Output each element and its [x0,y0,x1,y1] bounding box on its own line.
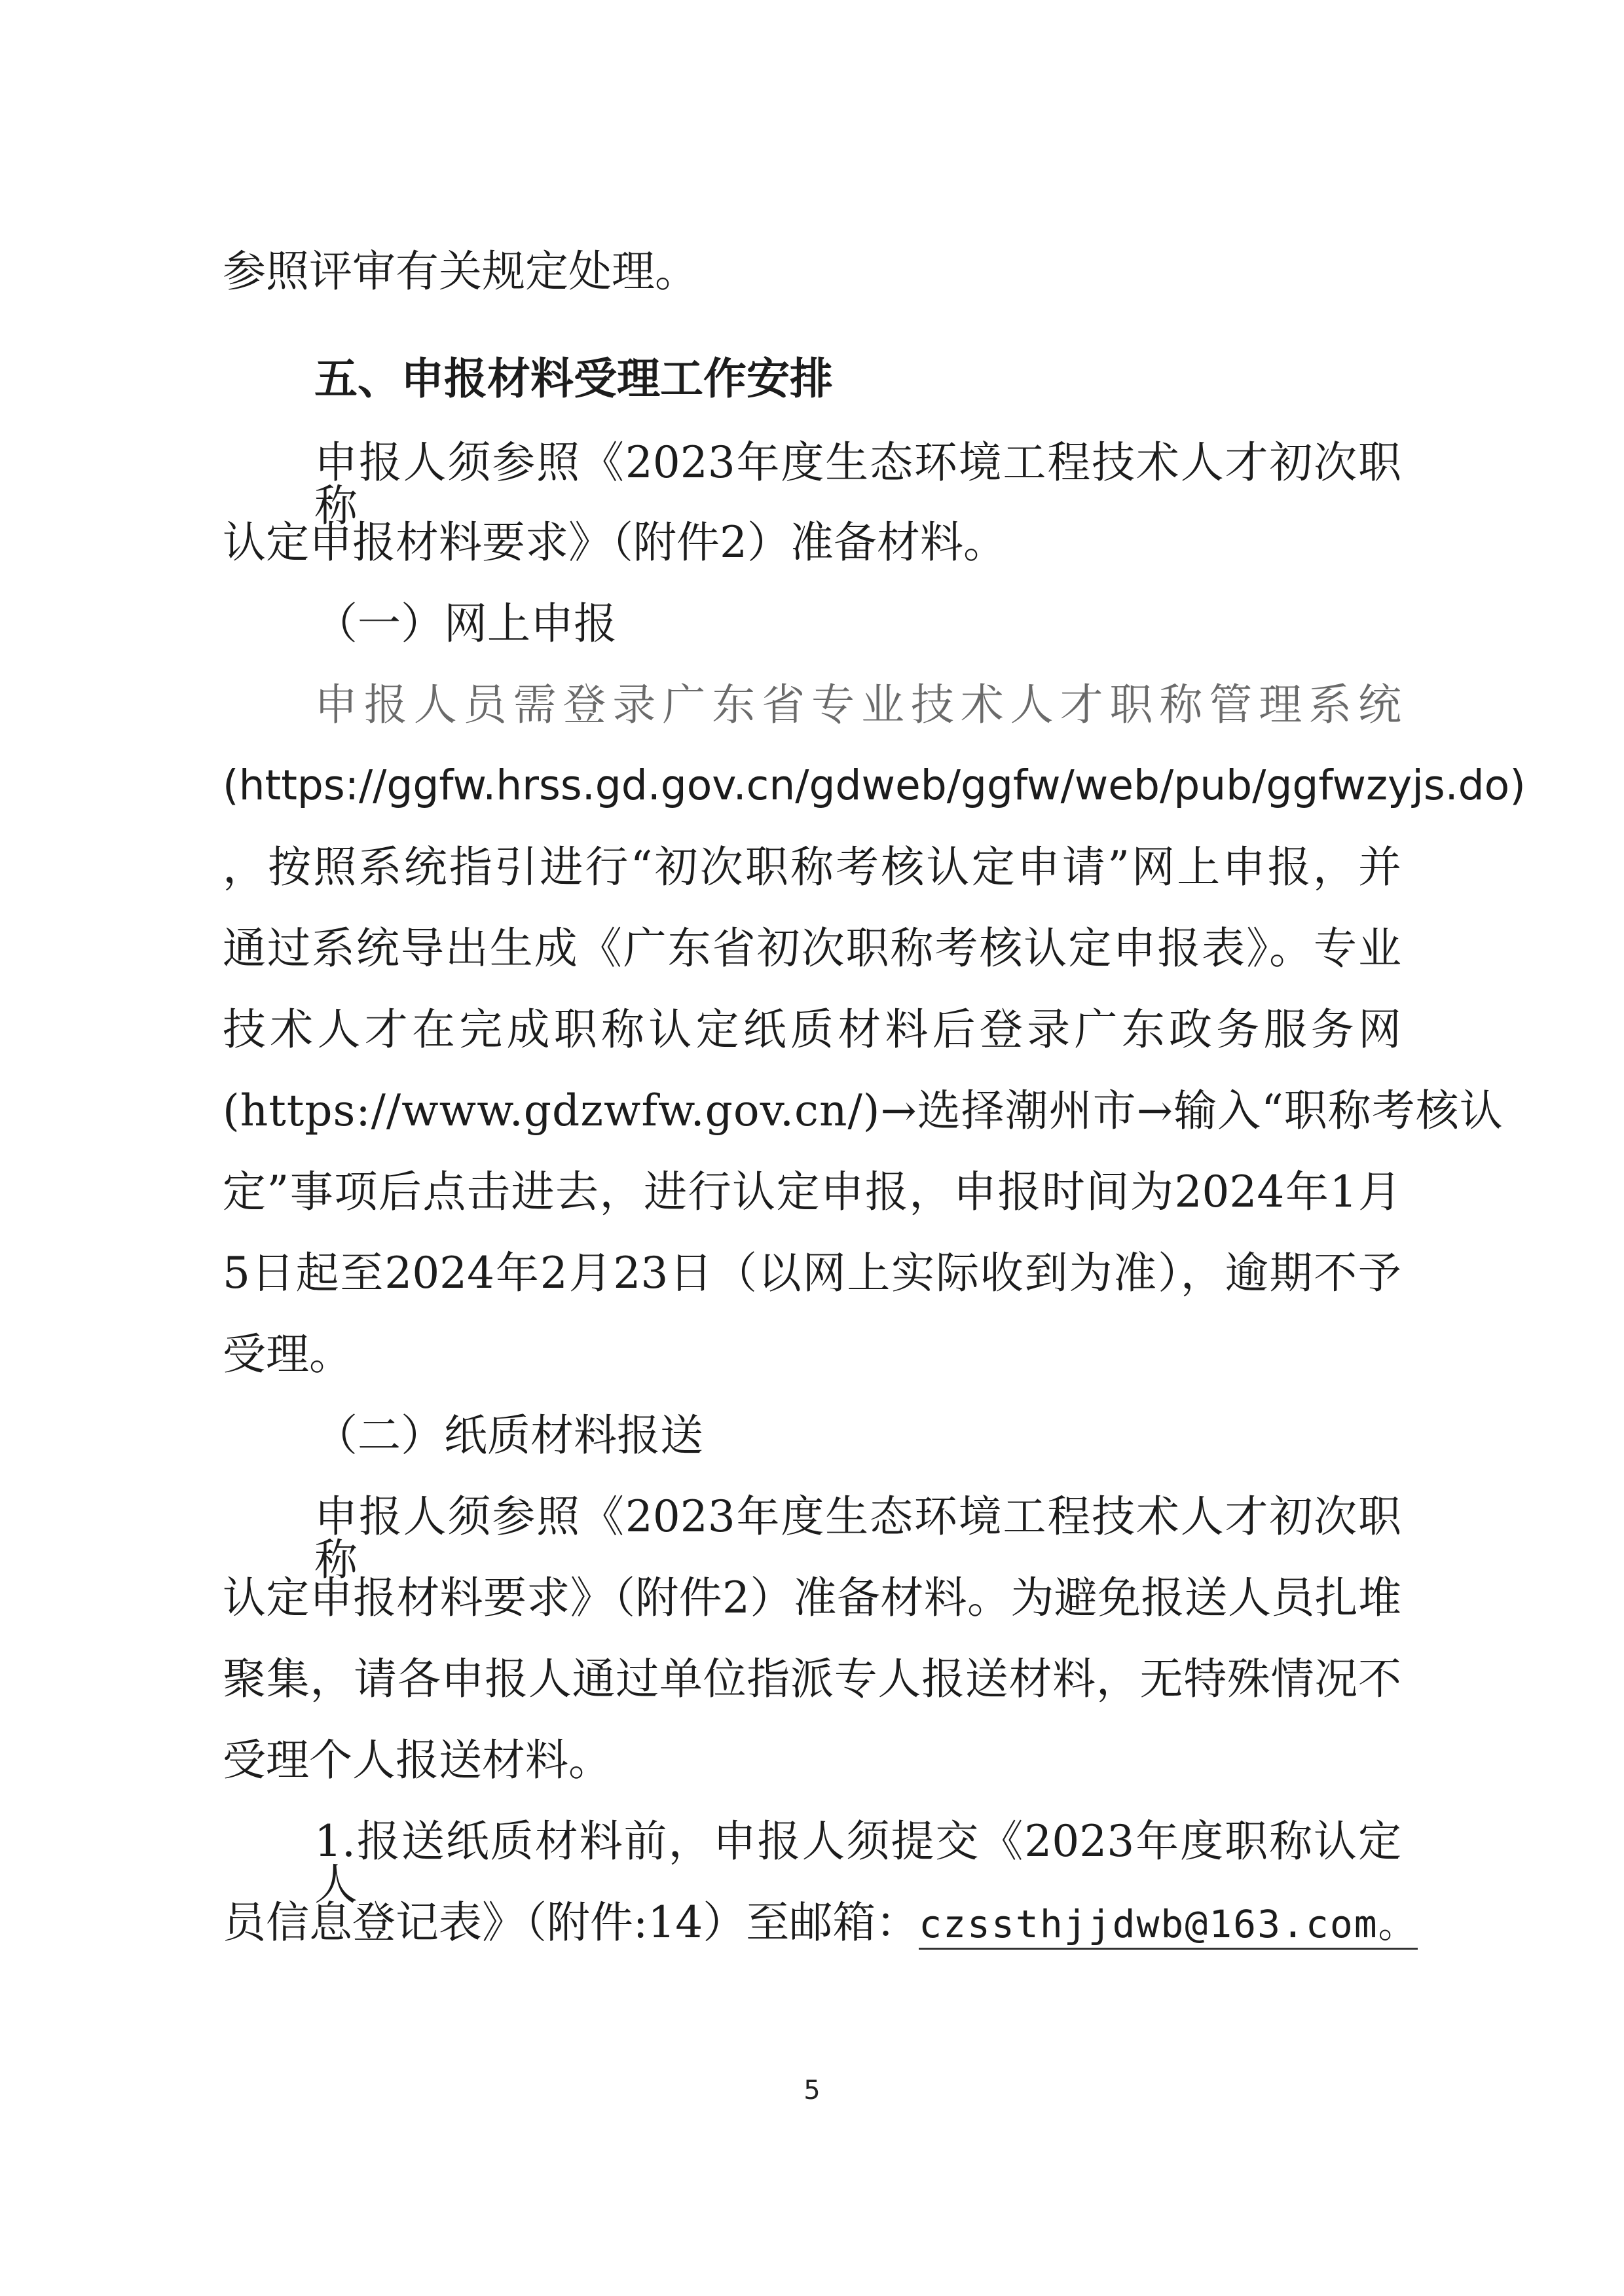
paragraph-line: 申报人须参照《2023年度生态环境工程技术人才初次职称 [314,437,1401,531]
paragraph-line [223,1897,1418,1948]
paragraph-line: 认定申报材料要求》（附件2）准备材料。 [223,517,1006,568]
paragraph-line: 聚集，请各申报人通过单位指派专人报送材料，无特殊情况不 [223,1654,1401,1704]
paragraph-line: 受理个人报送材料。 [223,1735,612,1785]
paragraph-line: 定”事项后点击进去，进行认定申报，申报时间为2024年1月 [223,1167,1401,1217]
paragraph-line: 通过系统导出生成《广东省初次职称考核认定申报表》。专业 [223,923,1401,974]
paragraph-line: 5日起至2024年2月23日（以网上实际收到为准），逾期不予 [223,1248,1401,1298]
section-heading: 五、申报材料受理工作安排 [314,354,833,404]
email-address: czssthjjdwb@163.com。 [919,1902,1417,1950]
paragraph-line: 申报人须参照《2023年度生态环境工程技术人才初次职称 [314,1491,1401,1585]
paragraph-line: 1.报送纸质材料前，申报人须提交《2023年度职称认定人 [314,1816,1401,1910]
subsection-heading: （二）纸质材料报送 [314,1410,703,1461]
portal-url-line: (https://www.gdzwfw.gov.cn/)→选择潮州市→输入“职称考核认 [223,1085,1504,1136]
paragraph-line: 认定申报材料要求》（附件2）准备材料。为避免报送人员扎堆 [223,1573,1401,1623]
subsection-heading: （一）网上申报 [314,598,617,649]
paragraph-line: 受理。 [223,1329,352,1379]
paragraph-text: 员信息登记表》（附件:14）至邮箱： [223,1897,919,1948]
paragraph-line: 申报人员需登录广东省专业技术人才职称管理系统 [314,680,1401,730]
paragraph-line: 参照评审有关规定处理。 [223,246,698,297]
paragraph-line: ，按照系统指引进行“初次职称考核认定申请”网上申报，并 [223,842,1401,892]
system-url: (https://ggfw.hrss.gd.gov.cn/gdweb/ggfw/web/pub/ggfwzyjs.do) [223,761,1526,809]
paragraph-line: 技术人才在完成职称认定纸质材料后登录广东政务服务网 [223,1004,1401,1055]
page-number: 5 [803,2075,821,2105]
